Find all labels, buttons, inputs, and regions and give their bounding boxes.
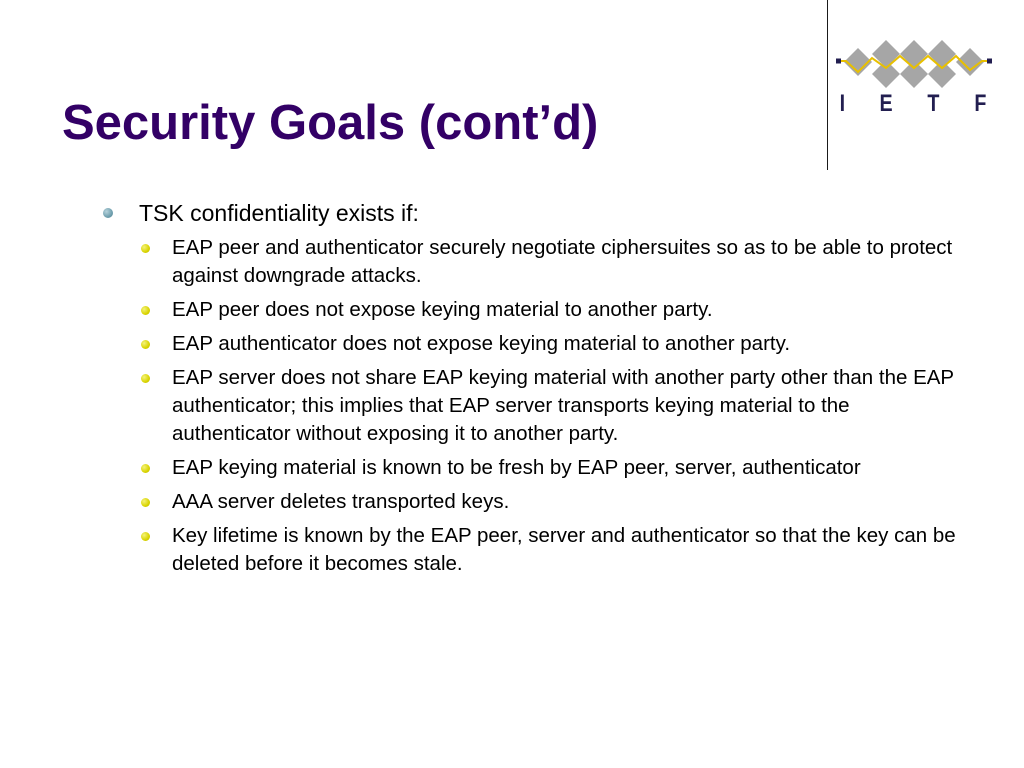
header-divider <box>827 0 828 170</box>
sub-bullet-item <box>172 330 962 358</box>
sub-bullet-item <box>172 522 962 578</box>
sub-bullet-text: Key lifetime is known by the EAP peer, server and authenticator so that the key can be deleted before it becomes stale. <box>172 524 956 575</box>
sub-bullet-text: EAP server does not share EAP keying material with another party other than the EAP authenticator; this implies that EAP server transports keying material to the authenticator without exposing it to another party. <box>172 366 954 445</box>
sub-bullet-text: EAP peer does not expose keying material to another party. <box>172 298 713 321</box>
sub-bullet-item <box>172 454 962 482</box>
sub-bullet-list <box>172 234 962 584</box>
ietf-logo <box>836 34 992 116</box>
sub-bullet-dot-icon <box>141 244 150 253</box>
logo-letter-i: I <box>839 90 846 117</box>
ietf-logo-text <box>836 90 992 118</box>
sub-bullet-item <box>172 488 962 516</box>
logo-letter-e: E <box>879 90 893 117</box>
sub-bullet-item <box>172 234 962 290</box>
sub-bullet-dot-icon <box>141 464 150 473</box>
sub-bullet-item <box>172 364 962 448</box>
slide-title: Security Goals (cont’d) <box>62 96 599 150</box>
sub-bullet-item <box>172 296 962 324</box>
sub-bullet-dot-icon <box>141 340 150 349</box>
sub-bullet-text: EAP keying material is known to be fresh by EAP peer, server, authenticator <box>172 456 861 479</box>
sub-bullet-dot-icon <box>141 374 150 383</box>
sub-bullet-dot-icon <box>141 306 150 315</box>
sub-bullet-text: EAP peer and authenticator securely negotiate ciphersuites so as to be able to protect against downgrade attacks. <box>172 236 953 287</box>
sub-bullet-text: AAA server deletes transported keys. <box>172 490 510 513</box>
sub-bullet-dot-icon <box>141 498 150 507</box>
ietf-diamonds-icon <box>836 34 992 90</box>
sub-bullet-dot-icon <box>141 532 150 541</box>
logo-letter-f: F <box>974 90 987 117</box>
bullet-tsk-confidentiality: TSK confidentiality exists if: <box>139 200 419 226</box>
sub-bullet-text: EAP authenticator does not expose keying material to another party. <box>172 332 791 355</box>
bullet-dot-icon <box>103 208 113 218</box>
logo-letter-t: T <box>927 90 940 117</box>
